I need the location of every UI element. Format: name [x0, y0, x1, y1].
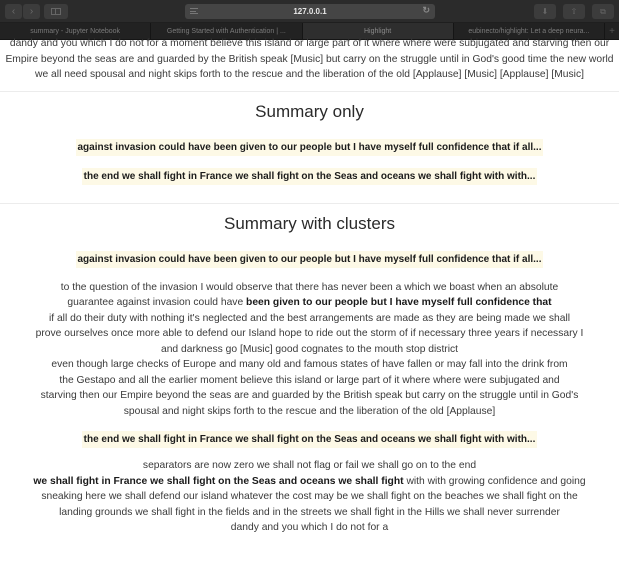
section-divider [0, 203, 619, 204]
downloads-button[interactable] [534, 4, 556, 19]
chevron-right-icon: › [29, 6, 34, 17]
reload-icon[interactable]: ↻ [422, 5, 430, 15]
tab-jupyter[interactable]: summary - Jupyter Notebook [0, 23, 151, 39]
tab-highlight[interactable]: Highlight [303, 23, 454, 39]
browser-toolbar [0, 0, 619, 23]
sidebar-icon [51, 8, 61, 15]
text-line: sneaking here we shall defend our island whatever the cost may be we shall fight on the beaches we shall fight on the [41, 491, 578, 502]
transcript-fragment [0, 36, 619, 83]
toolbar-actions [534, 4, 614, 19]
tab-overview-button[interactable] [592, 4, 614, 19]
tab-github[interactable]: eubinecto/highlight: Let a deep neura... [454, 23, 605, 39]
cluster-transcript [0, 280, 619, 420]
text-line [2, 474, 617, 490]
text-line: Empire beyond the seas are and guarded by the British speak [Music] but carry on the struggle until in God's good time the new world [5, 53, 614, 65]
cluster-summary [0, 429, 619, 448]
summary-item [0, 137, 619, 156]
text-line: and darkness go [Music] good cognates to the mouth stop district [160, 343, 459, 355]
text-line: prove ourselves once more able to defend our Island hope to ride out the storm of if necessary three years if necessary I [35, 328, 584, 339]
chevron-left-icon: ‹ [11, 6, 16, 17]
section-title-summary-only: Summary only [255, 101, 364, 121]
text-line: we all need spousal and night skips forth to the rescue and the liberation of the old [Applause] [Music] [Applause] [Music] [35, 69, 584, 80]
section-title-summary-clusters: Summary with clusters [224, 213, 395, 233]
cluster-summary [0, 249, 619, 268]
text-line: starving then our Empire beyond the seas are and guarded by the British speak but carry on the struggle until in God's [40, 390, 579, 401]
text-line: separators are now zero we shall not flag or fail we shall go on to the end [142, 460, 477, 471]
text-line: even though large checks of Europe and many old and famous states of have fallen or may fall into the drink from [51, 359, 568, 370]
section-divider [0, 91, 619, 92]
text-line: dandy and you which I do not for a [230, 522, 389, 533]
summary-highlight: against invasion could have been given to our people but I have myself full confidence that if all... [76, 139, 544, 156]
share-button[interactable] [563, 4, 585, 19]
summary-highlight: against invasion could have been given to our people but I have myself full confidence that if all... [76, 251, 544, 268]
text-span: guarantee against invasion could have [67, 297, 247, 308]
address-bar[interactable] [185, 4, 435, 19]
text-line: dandy and you which I do not for a moment believe this island or large part of it where where were subjugated and starving then our [9, 38, 610, 49]
summary-highlight: the end we shall fight in France we shall fight on the Seas and oceans we shall fight with with... [82, 431, 538, 448]
tab-auth[interactable]: Getting Started with Authentication | ... [151, 23, 302, 39]
text-line: spousal and night skips forth to the rescue and the liberation of the old [Applause] [123, 405, 496, 417]
address-text: 127.0.0.1 [293, 7, 327, 16]
sidebar-button[interactable] [44, 4, 68, 19]
tabs-icon: ⧉ [600, 6, 606, 16]
text-line: to the question of the invasion I would observe that there has never been a which we boast when an absolute [60, 281, 559, 293]
summary-highlight: the end we shall fight in France we shall fight on the Seas and oceans we shall fight with with... [82, 168, 538, 185]
text-line: the Gestapo and all the earlier moment believe this island or large part of it where where were subjugated and [59, 374, 560, 386]
text-line: landing grounds we shall fight in the fields and in the streets we shall fight in the Hills we shall never surrender [59, 506, 560, 518]
new-tab-button[interactable]: + [609, 25, 615, 37]
forward-button[interactable] [23, 4, 40, 19]
cluster-transcript [0, 458, 619, 536]
back-button[interactable] [5, 4, 22, 19]
text-line: if all do their duty with nothing it's neglected and the best arrangements are made as they are being made we shall [48, 312, 571, 324]
reader-icon[interactable] [190, 8, 198, 14]
highlighted-span: been given to our people but I have myself full confidence that [246, 297, 552, 308]
nav-buttons [5, 4, 40, 19]
summary-item [0, 166, 619, 185]
text-span: with with growing confidence and going [403, 475, 586, 487]
download-icon: ⬇ [541, 7, 549, 16]
highlighted-span: we shall fight in France we shall fight on the Seas and oceans we shall fight [33, 475, 404, 487]
page-content [0, 36, 619, 536]
text-line [2, 295, 617, 311]
share-icon: ⇧ [570, 7, 578, 16]
